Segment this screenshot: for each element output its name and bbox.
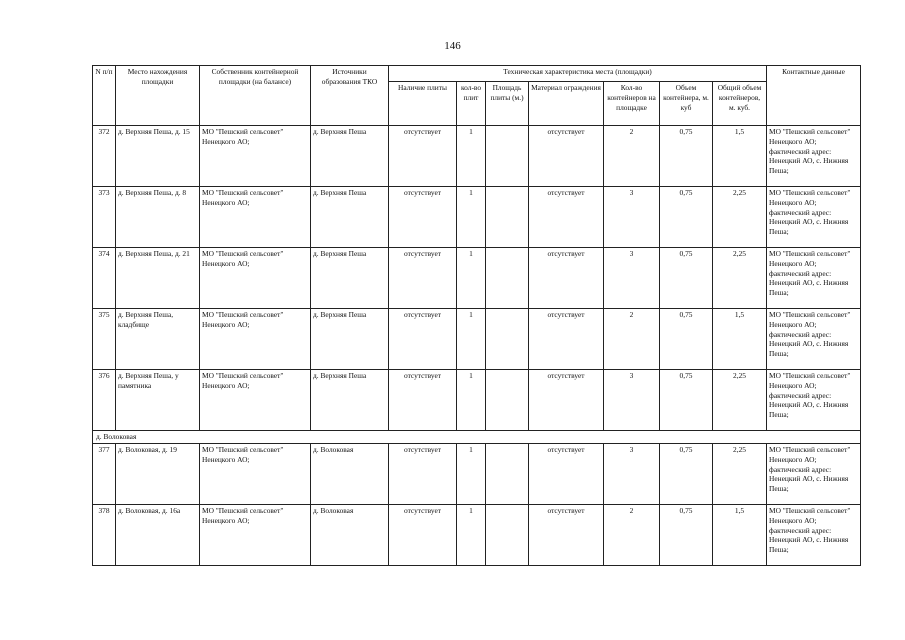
page-number: 146	[444, 40, 461, 52]
table-row	[93, 370, 861, 431]
row-contact: МО "Пешский сельсовет" Ненецкого АО; фактический адрес: Ненецкий АО, с. Нижняя Пеша;	[767, 248, 861, 309]
row-plate-count: 1	[457, 248, 486, 309]
header-plate-area: Площадь плиты (м.)	[486, 82, 529, 126]
row-num: 372	[93, 126, 116, 187]
row-owner: МО "Пешский сельсовет" Ненецкого АО;	[200, 248, 311, 309]
row-source: д. Волоковая	[311, 505, 389, 566]
row-contact: МО "Пешский сельсовет" Ненецкого АО; фактический адрес: Ненецкий АО, с. Нижняя Пеша;	[767, 126, 861, 187]
row-container-volume: 0,75	[660, 187, 713, 248]
row-plate-area	[486, 370, 529, 431]
row-container-count: 2	[604, 505, 660, 566]
row-fence: отсутствует	[529, 444, 604, 505]
row-contact: МО "Пешский сельсовет" Ненецкого АО; фактический адрес: Ненецкий АО, с. Нижняя Пеша;	[767, 444, 861, 505]
row-contact: МО "Пешский сельсовет" Ненецкого АО; фактический адрес: Ненецкий АО, с. Нижняя Пеша;	[767, 370, 861, 431]
row-source: д. Волоковая	[311, 444, 389, 505]
row-owner: МО "Пешский сельсовет" Ненецкого АО;	[200, 370, 311, 431]
row-source: д. Верхняя Пеша	[311, 126, 389, 187]
row-location: д. Верхняя Пеша, д. 8	[116, 187, 200, 248]
row-total-volume: 2,25	[713, 444, 767, 505]
row-fence: отсутствует	[529, 248, 604, 309]
row-plate-count: 1	[457, 505, 486, 566]
row-plates: отсутствует	[389, 126, 457, 187]
row-plates: отсутствует	[389, 248, 457, 309]
row-owner: МО "Пешский сельсовет" Ненецкого АО;	[200, 126, 311, 187]
row-num: 376	[93, 370, 116, 431]
row-total-volume: 1,5	[713, 309, 767, 370]
row-source: д. Верхняя Пеша	[311, 187, 389, 248]
row-owner: МО "Пешский сельсовет" Ненецкого АО;	[200, 309, 311, 370]
row-container-count: 3	[604, 370, 660, 431]
header-fence: Материал ограждения	[529, 82, 604, 126]
row-total-volume: 2,25	[713, 248, 767, 309]
header-plates: Наличие плиты	[389, 82, 457, 126]
header-owner: Собственник контейнерной площадки (на балансе)	[200, 66, 311, 126]
row-contact: МО "Пешский сельсовет" Ненецкого АО; фактический адрес: Ненецкий АО, с. Нижняя Пеша;	[767, 187, 861, 248]
row-container-count: 2	[604, 126, 660, 187]
table-row	[93, 505, 861, 566]
row-plate-count: 1	[457, 187, 486, 248]
section-row	[93, 431, 861, 444]
row-location: д. Верхняя Пеша, д. 21	[116, 248, 200, 309]
row-source: д. Верхняя Пеша	[311, 370, 389, 431]
header-container-volume: Объем контейнера, м. куб	[660, 82, 713, 126]
table-row	[93, 444, 861, 505]
row-plate-count: 1	[457, 126, 486, 187]
table-row	[93, 248, 861, 309]
row-container-count: 3	[604, 248, 660, 309]
row-location: д. Волоковая, д. 19	[116, 444, 200, 505]
row-container-volume: 0,75	[660, 370, 713, 431]
row-container-volume: 0,75	[660, 505, 713, 566]
row-container-volume: 0,75	[660, 248, 713, 309]
row-num: 373	[93, 187, 116, 248]
row-container-volume: 0,75	[660, 126, 713, 187]
row-location: д. Верхняя Пеша, кладбище	[116, 309, 200, 370]
row-plate-area	[486, 444, 529, 505]
header-total-volume: Общий объем контейнеров, м. куб.	[713, 82, 767, 126]
row-plate-count: 1	[457, 444, 486, 505]
row-container-count: 3	[604, 187, 660, 248]
row-container-count: 3	[604, 444, 660, 505]
row-location: д. Верхняя Пеша, д. 15	[116, 126, 200, 187]
row-total-volume: 1,5	[713, 505, 767, 566]
row-plate-count: 1	[457, 370, 486, 431]
row-plates: отсутствует	[389, 309, 457, 370]
row-plate-area	[486, 248, 529, 309]
row-plates: отсутствует	[389, 370, 457, 431]
row-plate-area	[486, 309, 529, 370]
row-contact: МО "Пешский сельсовет" Ненецкого АО; фактический адрес: Ненецкий АО, с. Нижняя Пеша;	[767, 309, 861, 370]
header-location: Место нахождения площадки	[116, 66, 200, 126]
header-container-count: Кол-во контейнеров на площадке	[604, 82, 660, 126]
row-container-volume: 0,75	[660, 309, 713, 370]
row-plate-area	[486, 505, 529, 566]
table-row	[93, 309, 861, 370]
row-location: д. Волоковая, д. 16а	[116, 505, 200, 566]
row-container-volume: 0,75	[660, 444, 713, 505]
row-num: 375	[93, 309, 116, 370]
row-location: д. Верхняя Пеша, у памятника	[116, 370, 200, 431]
row-fence: отсутствует	[529, 309, 604, 370]
table-row	[93, 187, 861, 248]
row-owner: МО "Пешский сельсовет" Ненецкого АО;	[200, 505, 311, 566]
row-owner: МО "Пешский сельсовет" Ненецкого АО;	[200, 187, 311, 248]
row-fence: отсутствует	[529, 187, 604, 248]
row-plate-area	[486, 187, 529, 248]
row-total-volume: 2,25	[713, 187, 767, 248]
row-fence: отсутствует	[529, 370, 604, 431]
section-title: д. Волоковая	[93, 431, 861, 444]
row-plates: отсутствует	[389, 505, 457, 566]
row-plates: отсутствует	[389, 444, 457, 505]
row-num: 378	[93, 505, 116, 566]
header-sources: Источники образования ТКО	[311, 66, 389, 126]
header-num: N п/п	[93, 66, 116, 126]
row-source: д. Верхняя Пеша	[311, 248, 389, 309]
row-container-count: 2	[604, 309, 660, 370]
row-source: д. Верхняя Пеша	[311, 309, 389, 370]
row-total-volume: 2,25	[713, 370, 767, 431]
row-owner: МО "Пешский сельсовет" Ненецкого АО;	[200, 444, 311, 505]
row-plate-count: 1	[457, 309, 486, 370]
row-plates: отсутствует	[389, 187, 457, 248]
row-fence: отсутствует	[529, 126, 604, 187]
table-row	[93, 126, 861, 187]
row-fence: отсутствует	[529, 505, 604, 566]
row-num: 377	[93, 444, 116, 505]
row-contact: МО "Пешский сельсовет" Ненецкого АО; фактический адрес: Ненецкий АО, с. Нижняя Пеша;	[767, 505, 861, 566]
header-plate-count: кол-во плит	[457, 82, 486, 126]
row-total-volume: 1,5	[713, 126, 767, 187]
container-sites-table	[92, 65, 861, 566]
header-contacts: Контактные данные	[767, 66, 861, 126]
row-num: 374	[93, 248, 116, 309]
header-tech: Техническая характеристика места (площадки)	[389, 66, 767, 82]
row-plate-area	[486, 126, 529, 187]
